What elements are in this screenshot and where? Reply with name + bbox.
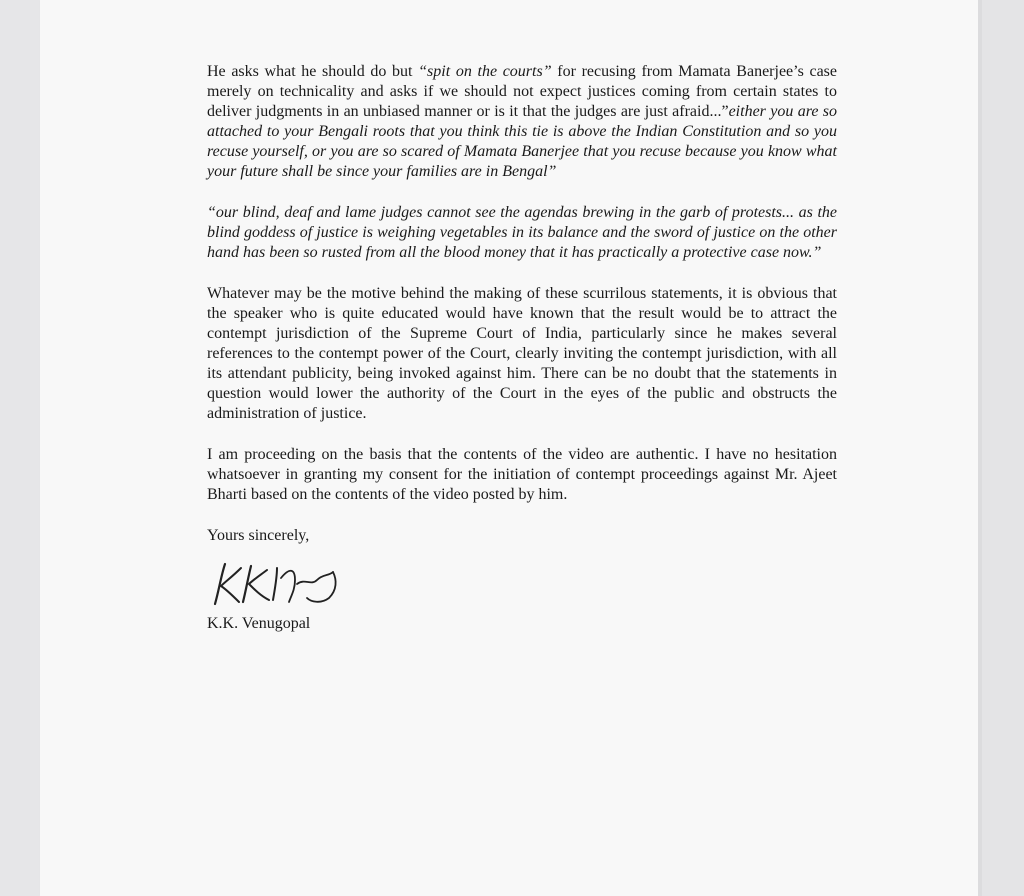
handwritten-signature (211, 558, 351, 608)
paragraph-quote-judges (207, 203, 837, 263)
p1-quote-2: either you are so attached to your Bengali roots that you think this tie is above the Indian Constitution and so you recuse yourself, or you are so scared of Mamata Banerjee that you recuse because you know what your future shall be since your families are in Bengal” (207, 103, 837, 180)
closing-salutation: Yours sincerely, (207, 527, 310, 544)
p1-text-2: for recusing from Mamata Banerjee’s case merely on technicality and asks if we should not expect justices coming from certain states to deliver judgments in an unbiased manner or is it that the judges are just afraid...” (207, 63, 838, 120)
scan-background (982, 0, 1024, 896)
p1-quote-1: “spit on the courts” (418, 63, 552, 80)
signer-name: K.K. Venugopal (207, 615, 311, 632)
p1-text-1: He asks what he should do but (207, 63, 419, 80)
letter-body (207, 62, 837, 634)
paragraph-motive: Whatever may be the motive behind the making of these scurrilous statements, it is obvious that the speaker who is quite educated would have known that the result would be to attract the contempt jurisdiction of the Supreme Court of India, particularly since he makes several references to the contempt power of the Court, clearly inviting the contempt jurisdiction, with all its attendant publicity, being invoked against him. There can be no doubt that the statements in question would lower the authority of the Court in the eyes of the public and obstructs the administration of justice. (207, 285, 837, 422)
paragraph-quote-intro (207, 62, 837, 182)
p2-quote: “our blind, deaf and lame judges cannot see the agendas brewing in the garb of protests... as the blind goddess of justice is weighing vegetables in its balance and the sword of justice on the other hand has been so rusted from all the blood money that it has practically a protective case now.” (207, 204, 837, 261)
paragraph-consent: I am proceeding on the basis that the contents of the video are authentic. I have no hesitation whatsoever in granting my consent for the initiation of contempt proceedings against Mr. Ajeet Bharti based on the contents of the video posted by him. (207, 446, 837, 503)
